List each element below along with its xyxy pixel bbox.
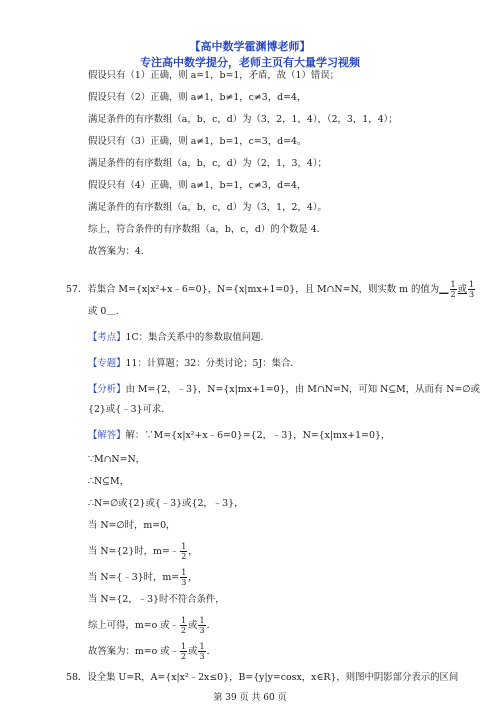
q57-fenxi-1: 【分析】由 M={2，﹣3}，N={x|mx+1=0}，由 M∩N=N，可知 N⊆M，从而有 N=∅或: [88, 384, 480, 395]
q58-stem-line: [66, 672, 458, 684]
q57-stem: 若集合 M={x|x²+x﹣6=0}，N={x|mx+1=0}，且 M∩N=N，则实数 m 的值为: [87, 284, 440, 295]
page-footer: 第 39 页 共 60 页: [213, 693, 287, 703]
q57-fenxi-2: {2}或{﹣3}可求．: [88, 404, 171, 415]
q57-ans-frac-third: $\frac{1}{3}$: [469, 280, 475, 299]
frac-third: $\frac{1}{3}$: [181, 568, 187, 587]
q58-number: 58．: [66, 672, 88, 683]
header-subtitle: 专注高中数学提分，老师主页有大量学习视频: [140, 56, 360, 69]
frac-half: $\frac{1}{2}$: [181, 642, 187, 661]
q57-jieda: 【解答】解：∵M={x|x²+x﹣6=0}={2，﹣3}，N={x|mx+1=0}，: [88, 430, 391, 441]
frac-third: $\frac{1}{3}$: [199, 642, 205, 661]
q57-stem-line: [66, 280, 476, 299]
prev-line-4: 假设只有（3）正确，则 a≠1，b=1，c=3，d=4。: [88, 136, 307, 147]
q57-step-6: 当 N={﹣3}时，m= $\frac{1}{3}$ ，: [88, 568, 198, 587]
frac-half: $\frac{1}{2}$: [181, 542, 187, 561]
prev-line-5: 满足条件的有序数组（a，b，c，d）为（2，1，3，4）；: [88, 158, 327, 169]
q57-answer: ＿ $\frac{1}{2}$ 或 $\frac{1}{3}$: [439, 280, 475, 299]
q57-ans-frac-half: $\frac{1}{2}$: [450, 280, 456, 299]
fenxi-tag: 【分析】: [88, 384, 126, 395]
prev-line-9: 故答案为：4．: [88, 246, 151, 257]
q57-conclusion: 综上可得，m=o 或﹣ $\frac{1}{2}$ 或 $\frac{1}{3}$ ．: [88, 616, 216, 635]
q57-step-3: ∴N=∅或{2}或{﹣3}或{2，﹣3}，: [88, 498, 244, 509]
q57-step-4: 当 N=∅时，m=0，: [88, 520, 176, 531]
kaodian-tag: 【考点】: [88, 332, 126, 343]
jieda-tag: 【解答】: [88, 430, 126, 441]
q57-kaodian: 【考点】1C：集合关系中的参数取值问题．: [88, 332, 270, 343]
prev-line-6: 假设只有（4）正确，则 a≠1，b=1，c≠3，d=4，: [88, 180, 307, 191]
prev-line-2: 假设只有（2）正确，则 a≠1，b≠1，c≠3，d=4，: [88, 92, 307, 103]
q57-step-1: ∵M∩N=N，: [88, 454, 146, 465]
q57-step-5: 当 N={2}时，m=﹣ $\frac{1}{2}$ ，: [88, 542, 198, 561]
prev-line-7: 满足条件的有序数组（a，b，c，d）为（3，1，2，4）。: [88, 202, 327, 213]
q57-final-answer: 故答案为：m=o 或﹣ $\frac{1}{2}$ 或 $\frac{1}{3}$ ．: [88, 642, 216, 661]
prev-line-1: 假设只有（1）正确，则 a=1，b=1，矛盾，故（1）错误；: [88, 70, 340, 81]
q58-stem: 设全集 U=R，A={x|x²﹣2x≤0}，B={y|y=cosx，x∈R}，则图中阴影部分表示的区间: [87, 672, 459, 683]
q57-zhuanti: 【专题】11：计算题；32：分类讨论；5J：集合．: [88, 358, 300, 369]
prev-line-8: 综上，符合条件的有序数组（a，b，c，d）的个数是 4．: [88, 224, 327, 235]
prev-line-3: 满足条件的有序数组（a，b，c，d）为（3，2，1，4），（2，3，1，4）；: [88, 114, 398, 125]
header-title: 【高中数学霍渊博老师】: [189, 40, 311, 53]
q57-number: 57．: [66, 284, 88, 295]
frac-half: $\frac{1}{2}$: [181, 616, 187, 635]
q57-step-2: ∴N⊆M，: [88, 476, 129, 487]
q57-step-7: 当 N={2，﹣3}时不符合条件，: [88, 594, 225, 605]
frac-third: $\frac{1}{3}$: [199, 616, 205, 635]
q57-ans-tail: 或 0＿．: [88, 306, 126, 317]
zhuanti-tag: 【专题】: [88, 358, 126, 369]
